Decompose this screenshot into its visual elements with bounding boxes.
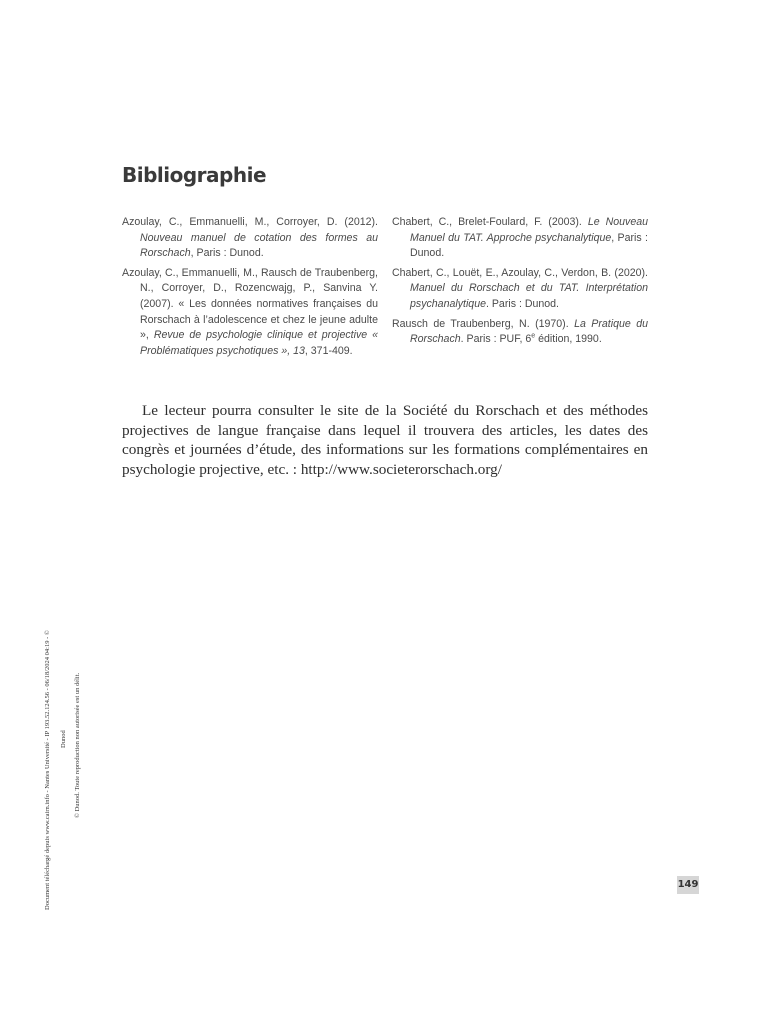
reference-entry: Azoulay, C., Emmanuelli, M., Corroyer, D. (2012). Nouveau manuel de cotation des formes au Rorschach, Paris : Dunod. — [122, 216, 378, 260]
reference-entry: Chabert, C., Louët, E., Azoulay, C., Verdon, B. (2020). Manuel du Rorschach et du TAT. Interprétation psychanalytique. Paris : Dunod. — [392, 266, 648, 310]
bibliography-column-left — [122, 215, 378, 363]
margin-copyright-notice: © Dunod. Toute reproduction non autorisée est un délit. — [74, 672, 81, 818]
bibliography-column-right — [392, 215, 648, 352]
website-note: Le lecteur pourra consulter le site de la Société du Rorschach et des méthodes projectives de langue française dans lequel il trouvera des articles, les dates des congrès et journées d’étude, des informations sur les formations complémentaires en psychologie projective, etc. : http://www.societerorschach.org/ — [122, 402, 648, 478]
reference-entry: Chabert, C., Brelet-Foulard, F. (2003). Le Nouveau Manuel du TAT. Approche psychanalytique, Paris : Dunod. — [392, 216, 648, 260]
page-number: 149 — [677, 876, 699, 894]
reference-entry: Azoulay, C., Emmanuelli, M., Rausch de Traubenberg, N., Corroyer, D., Rozencwajg, P., Sanvina Y. (2007). « Les données normatives françaises du Rorschach à l’adolescence et chez le jeune adulte », Revue de psychologie clinique et projective « Problématiques psychotiques », 13, 371-409. — [122, 266, 378, 357]
reference-entry: Rausch de Traubenberg, N. (1970). La Pratique du Rorschach. Paris : PUF, 6e édition, 1990. — [392, 317, 648, 346]
margin-download-notice: Document téléchargé depuis www.cairn.info - Nantes Université - IP 193.52.124.56 - 06/18/2024 04:19 - © — [44, 630, 51, 910]
margin-publisher: Dunod — [60, 730, 67, 748]
page-title: Bibliographie — [122, 163, 267, 187]
